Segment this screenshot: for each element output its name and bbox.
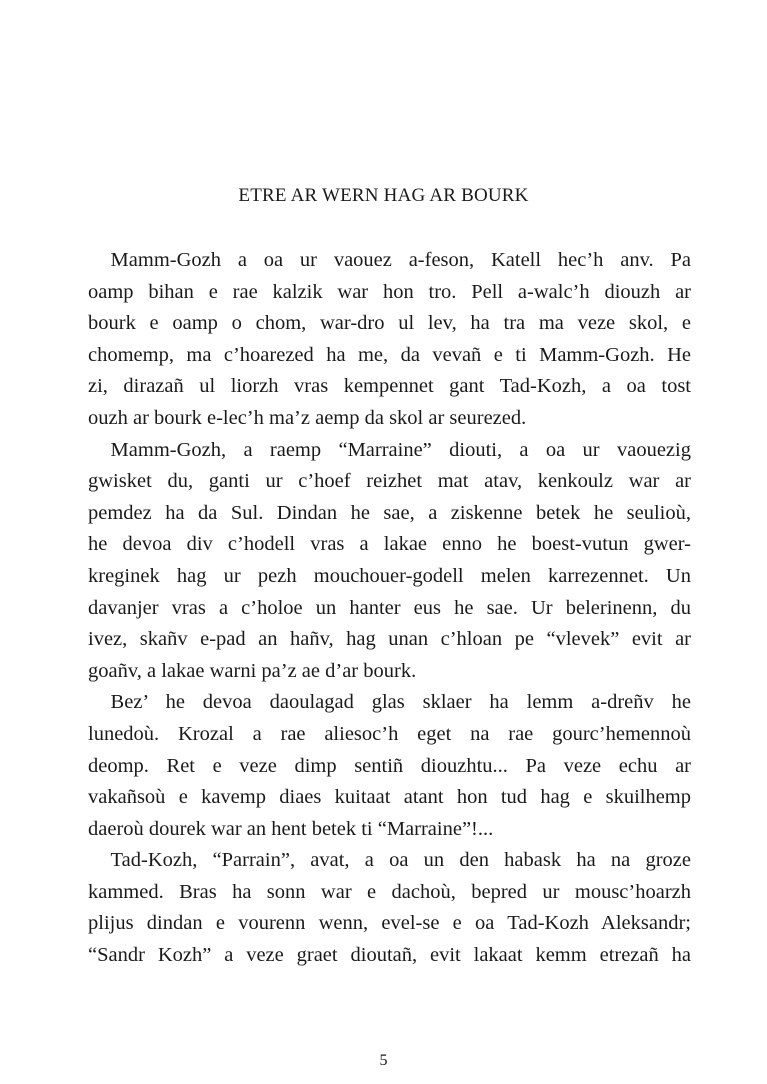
text-line: deomp. Ret e veze dimp sentiñ diouzhtu... Pa veze echu ar <box>88 754 691 777</box>
text-line: “Sandr Kozh” a veze graet dioutañ, evit lakaat kemm etrezañ ha <box>88 944 691 967</box>
text-line: pemdez ha da Sul. Dindan he sae, a ziskenne betek he seulioù, <box>88 501 691 524</box>
text-line: Tad-Kozh, “Parrain”, avat, a oa un den habask ha na groze <box>110 849 691 872</box>
text-line: goañv, a lakae warni pa’z ae d’ar bourk. <box>88 659 417 682</box>
body-text <box>88 245 691 972</box>
text-line: oamp bihan e rae kalzik war hon tro. Pell a-walc’h diouzh ar <box>88 280 691 303</box>
text-line: Bez’ he devoa daoulagad glas sklaer ha lemm a-dreñv he <box>110 691 691 714</box>
text-line: kammed. Bras ha sonn war e dachoù, bepred ur mousc’hoarzh <box>88 880 691 903</box>
chapter-title: ETRE AR WERN HAG AR BOURK <box>238 185 529 206</box>
text-line: gwisket du, ganti ur c’hoef reizhet mat atav, kenkoulz war ar <box>88 470 691 493</box>
text-line: he devoa div c’hodell vras a lakae enno he boest-vutun gwer- <box>88 533 691 556</box>
text-line: davanjer vras a c’holoe un hanter eus he sae. Ur belerinenn, du <box>88 596 691 619</box>
text-line: zi, dirazañ ul liorzh vras kempennet gant Tad-Kozh, a oa tost <box>88 375 691 398</box>
text-line: plijus dindan e vourenn wenn, evel-se e oa Tad-Kozh Aleksandr; <box>88 912 691 935</box>
text-line: daeroù dourek war an hent betek ti “Marraine”!... <box>88 817 494 840</box>
text-line: Mamm-Gozh a oa ur vaouez a-feson, Katell hec’h anv. Pa <box>110 249 691 271</box>
text-line: chomemp, ma c’hoarezed ha me, da vevañ e ti Mamm-Gozh. He <box>88 343 691 366</box>
page-number: 5 <box>379 1052 388 1069</box>
text-line: vakañsoù e kavemp diaes kuitaat atant hon tud hag e skuilhemp <box>88 786 691 809</box>
text-line: ivez, skañv e-pad an hañv, hag unan c’hloan pe “vlevek” evit ar <box>88 628 691 651</box>
text-line: kreginek hag ur pezh mouchouer-godell melen karrezennet. Un <box>88 564 691 587</box>
text-line: bourk e oamp o chom, war-dro ul lev, ha tra ma veze skol, e <box>88 312 691 335</box>
text-line: ouzh ar bourk e-lec’h ma’z aemp da skol ar seurezed. <box>88 406 527 429</box>
text-line: Mamm-Gozh, a raemp “Marraine” diouti, a oa ur vaouezig <box>110 438 691 461</box>
text-line: lunedoù. Krozal a rae aliesoc’h eget na rae gourc’hemennoù <box>88 722 691 745</box>
